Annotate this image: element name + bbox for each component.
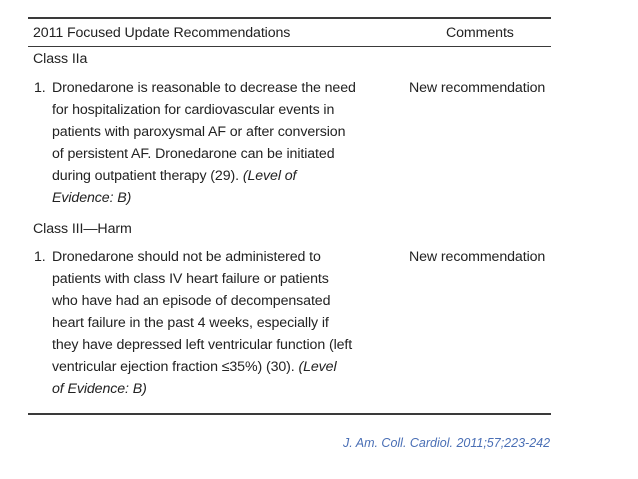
rec-line: of persistent AF. Dronedarone can be initiated	[52, 146, 335, 162]
rec-line: they have depressed left ventricular function (left	[52, 337, 353, 353]
section-2-number: 1.	[34, 249, 46, 265]
class-iia-label: Class IIa	[33, 51, 88, 67]
rec-line: ventricular ejection fraction ≤35%) (30). (Level	[52, 359, 337, 375]
section-2-recommendation	[52, 246, 352, 400]
citation: J. Am. Coll. Cardiol. 2011;57;223-242	[343, 436, 551, 450]
header-recommendations: 2011 Focused Update Recommendations	[33, 25, 291, 41]
rec-line: for hospitalization for cardiovascular events in	[52, 102, 335, 118]
table-bottom-rule	[28, 413, 551, 415]
rec-line: patients with class IV heart failure or patients	[52, 271, 329, 287]
header-comments: Comments	[446, 25, 514, 41]
rec-line: who have had an episode of decompensated	[52, 293, 331, 309]
rec-line: patients with paroxysmal AF or after conversion	[52, 124, 346, 140]
rec-line: Evidence: B)	[52, 190, 132, 206]
section-1-comment: New recommendation	[409, 80, 546, 96]
rec-line: during outpatient therapy (29). (Level of	[52, 168, 297, 184]
section-1-recommendation	[52, 77, 356, 209]
table-top-rule	[28, 17, 551, 19]
rec-line: heart failure in the past 4 weeks, especially if	[52, 315, 329, 331]
section-2-comment: New recommendation	[409, 249, 546, 265]
rec-line: of Evidence: B)	[52, 381, 147, 397]
rec-line: Dronedarone should not be administered to	[52, 249, 321, 265]
section-1-number: 1.	[34, 80, 46, 96]
class-iii-harm-label: Class III—Harm	[33, 221, 132, 237]
table-header-rule	[28, 46, 551, 47]
rec-line: Dronedarone is reasonable to decrease the need	[52, 80, 356, 96]
